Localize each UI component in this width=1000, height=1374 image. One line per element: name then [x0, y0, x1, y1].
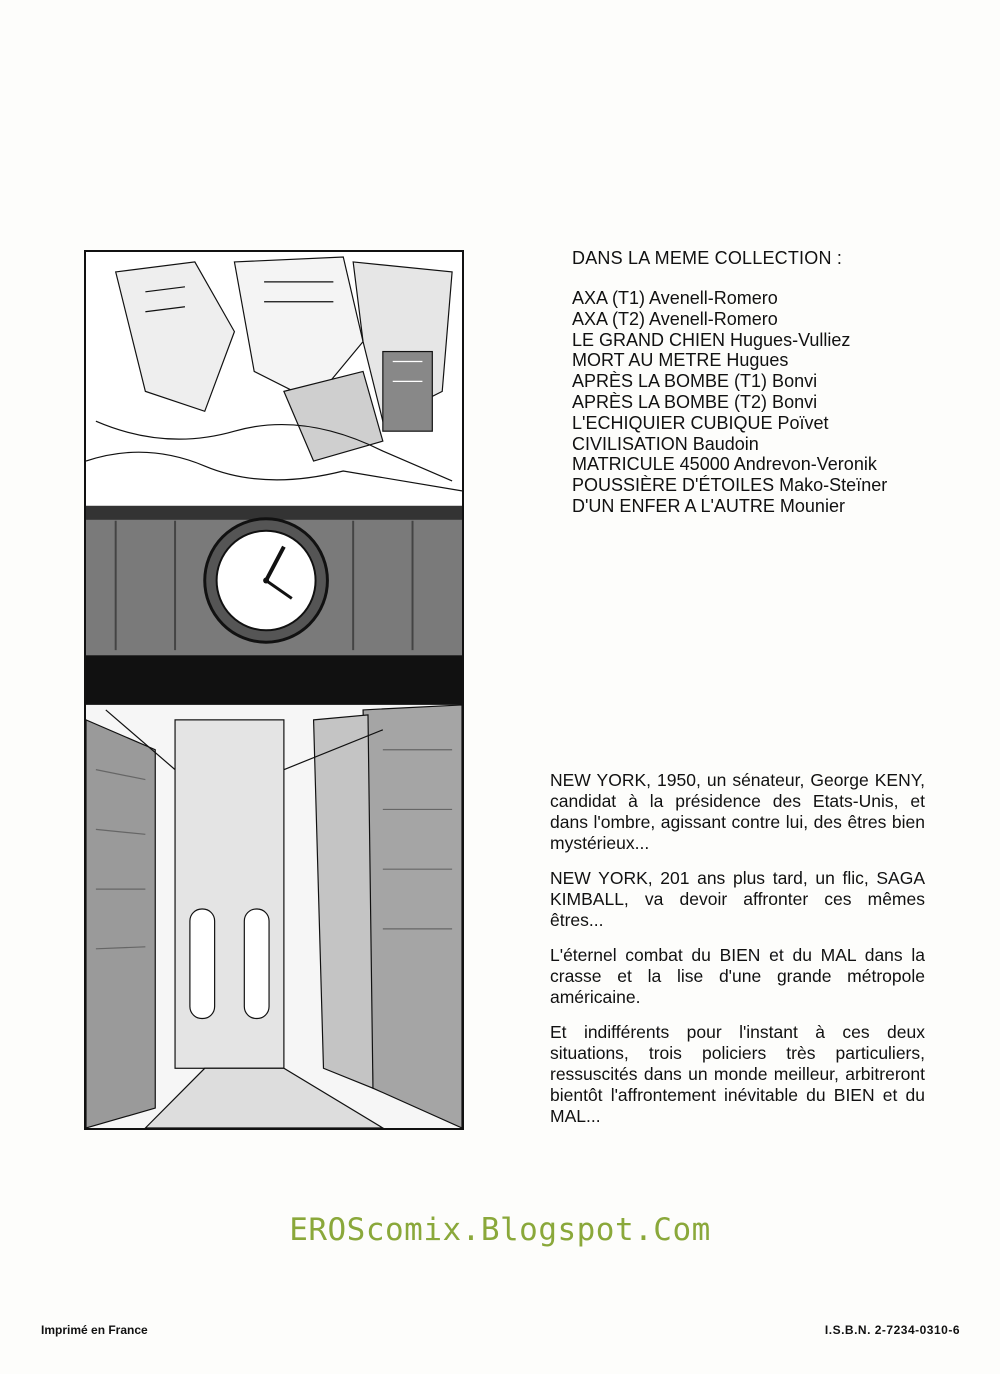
- list-item: CIVILISATION Baudoin: [572, 433, 759, 454]
- collection-heading: DANS LA MEME COLLECTION :: [572, 248, 843, 268]
- cover-illustration: [84, 250, 464, 1130]
- list-item: POUSSIÈRE D'ÉTOILES Mako-Steïner: [572, 475, 888, 496]
- synopsis: [550, 770, 925, 1141]
- synopsis-paragraph: NEW YORK, 201 ans plus tard, un flic, SAGA KIMBALL, va devoir affronter ces mêmes êtres...: [550, 868, 925, 930]
- clock-bridge: [86, 506, 462, 705]
- list-item: LE GRAND CHIEN Hugues-Vulliez: [572, 329, 851, 350]
- list-item: MATRICULE 45000 Andrevon-Veronik: [572, 454, 877, 475]
- isbn-text: I.S.B.N. 2-7234-0310-6: [824, 1323, 960, 1337]
- city-clock-bridge-drawing: [86, 252, 462, 1128]
- synopsis-paragraph: Et indifférents pour l'instant à ces deux situations, trois policiers très particuliers, ressuscités dans un monde meilleur, arbitreront bientôt l'affrontement inévitable du BIEN et du MAL...: [550, 1022, 925, 1126]
- list-item: AXA (T2) Avenell-Romero: [572, 308, 778, 329]
- list-item: L'ECHIQUIER CUBIQUE Poïvet: [572, 412, 829, 433]
- list-item: MORT AU METRE Hugues: [572, 350, 789, 371]
- list-item: APRÈS LA BOMBE (T2) Bonvi: [572, 391, 818, 412]
- futuristic-city-panel: [86, 257, 462, 491]
- imprint-text: Imprimé en France: [41, 1323, 148, 1337]
- list-item: APRÈS LA BOMBE (T1) Bonvi: [572, 371, 818, 392]
- street-panel: [86, 705, 462, 1128]
- watermark-url: EROScomix.Blogspot.Com: [289, 1212, 711, 1248]
- list-item: D'UN ENFER A L'AUTRE Mounier: [572, 495, 845, 516]
- synopsis-paragraph: L'éternel combat du BIEN et du MAL dans la crasse et la lise d'une grande métropole américaine.: [550, 945, 925, 1007]
- collection-titles: [572, 288, 932, 517]
- synopsis-paragraph: NEW YORK, 1950, un sénateur, George KENY, candidat à la présidence des Etats-Unis, et dans l'ombre, agissant contre lui, des êtres bien mystérieux...: [550, 770, 925, 853]
- list-item: AXA (T1) Avenell-Romero: [572, 288, 778, 308]
- same-collection-list: [572, 248, 932, 517]
